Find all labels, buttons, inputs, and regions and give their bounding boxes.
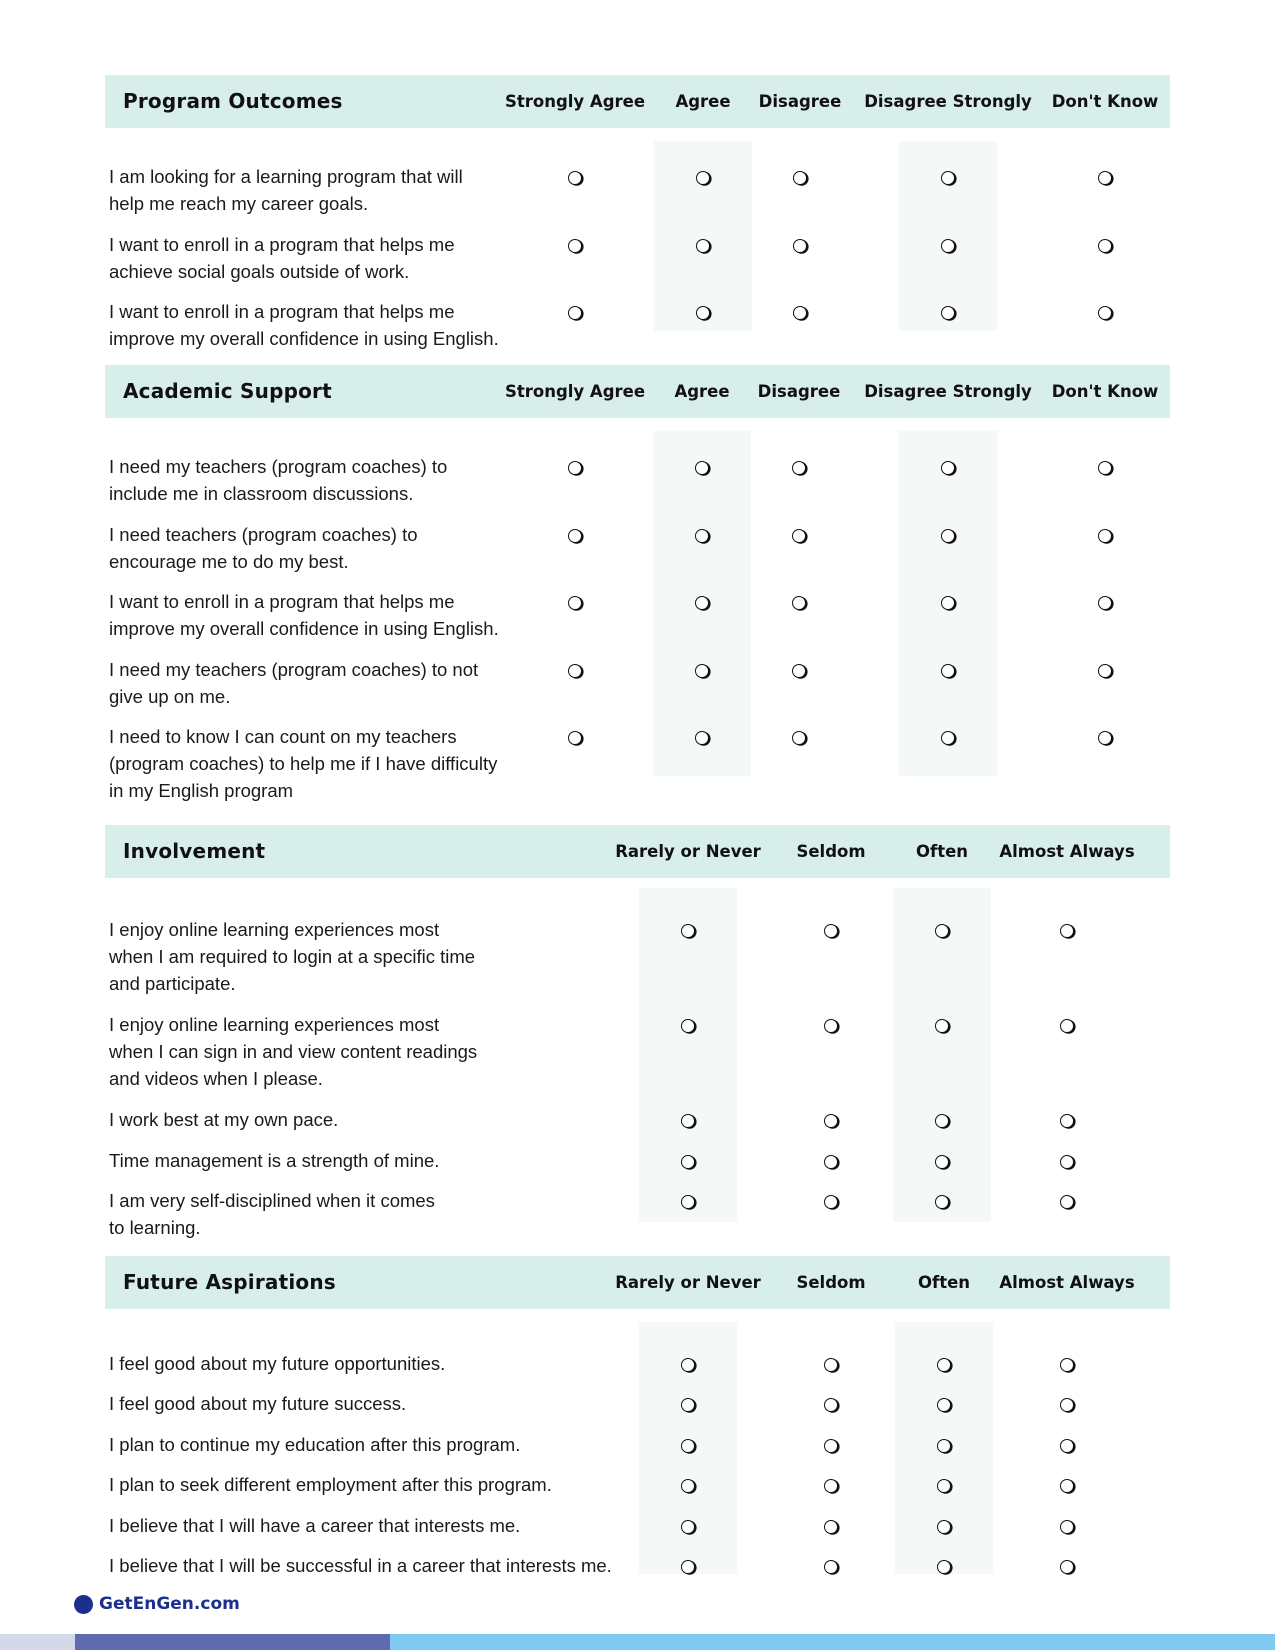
- radio-don-t-know[interactable]: [1098, 306, 1112, 320]
- radio-seldom[interactable]: [824, 1439, 838, 1453]
- radio-disagree-strongly[interactable]: [941, 306, 955, 320]
- section-header: [105, 825, 1170, 878]
- radio-strongly-agree[interactable]: [568, 596, 582, 610]
- question-text: [109, 1471, 552, 1498]
- column-header-disagree-strongly: Disagree Strongly: [864, 92, 1032, 111]
- radio-disagree[interactable]: [792, 664, 806, 678]
- radio-don-t-know[interactable]: [1098, 664, 1112, 678]
- column-header-rarely-or-never: Rarely or Never: [615, 1273, 761, 1292]
- radio-almost-always[interactable]: [1060, 1358, 1074, 1372]
- question-line: include me in classroom discussions.: [109, 483, 414, 504]
- column-band: [639, 888, 737, 1222]
- column-header-strongly-agree: Strongly Agree: [504, 382, 646, 401]
- question-line: I plan to seek different employment after this program.: [109, 1474, 552, 1495]
- radio-seldom[interactable]: [824, 924, 838, 938]
- question-line: I am very self-disciplined when it comes: [109, 1190, 435, 1211]
- radio-almost-always[interactable]: [1060, 1398, 1074, 1412]
- question-line: I want to enroll in a program that helps me: [109, 234, 455, 255]
- radio-rarely-or-never[interactable]: [681, 1479, 695, 1493]
- question-line: (program coaches) to help me if I have difficulty: [109, 753, 498, 774]
- question-text: [109, 1011, 477, 1092]
- question-line: Time management is a strength of mine.: [109, 1150, 440, 1171]
- section-title: Academic Support: [123, 379, 332, 403]
- question-text: [109, 453, 447, 507]
- radio-strongly-agree[interactable]: [568, 171, 582, 185]
- column-band: [893, 888, 991, 1222]
- column-header-don-t-know: Don't Know: [1051, 382, 1159, 401]
- column-band: [899, 141, 997, 331]
- question-line: I want to enroll in a program that helps me: [109, 591, 455, 612]
- question-text: [109, 1187, 435, 1241]
- radio-agree[interactable]: [695, 731, 709, 745]
- radio-rarely-or-never[interactable]: [681, 1560, 695, 1574]
- radio-agree[interactable]: [696, 239, 710, 253]
- question-text: [109, 1147, 439, 1174]
- section-header: [105, 365, 1170, 418]
- radio-strongly-agree[interactable]: [568, 664, 582, 678]
- radio-often[interactable]: [937, 1439, 951, 1453]
- question-line: I believe that I will be successful in a career that interests me.: [109, 1555, 612, 1576]
- radio-rarely-or-never[interactable]: [681, 924, 695, 938]
- radio-almost-always[interactable]: [1060, 1114, 1074, 1128]
- section-involvement: [105, 825, 1170, 1270]
- radio-often[interactable]: [935, 924, 949, 938]
- radio-disagree-strongly[interactable]: [941, 731, 955, 745]
- radio-often[interactable]: [935, 1019, 949, 1033]
- question-line: help me reach my career goals.: [109, 193, 369, 214]
- question-text: [109, 298, 499, 352]
- radio-disagree[interactable]: [793, 239, 807, 253]
- column-header-agree: Agree: [675, 92, 731, 111]
- radio-agree[interactable]: [695, 529, 709, 543]
- radio-almost-always[interactable]: [1060, 1479, 1074, 1493]
- radio-agree[interactable]: [695, 461, 709, 475]
- question-line: to learning.: [109, 1217, 201, 1238]
- column-header-almost-always: Almost Always: [999, 842, 1135, 861]
- radio-strongly-agree[interactable]: [568, 529, 582, 543]
- radio-almost-always[interactable]: [1060, 1520, 1074, 1534]
- radio-disagree-strongly[interactable]: [941, 171, 955, 185]
- radio-don-t-know[interactable]: [1098, 731, 1112, 745]
- radio-don-t-know[interactable]: [1098, 596, 1112, 610]
- question-text: [109, 1106, 338, 1133]
- question-line: I need teachers (program coaches) to: [109, 524, 418, 545]
- radio-rarely-or-never[interactable]: [681, 1439, 695, 1453]
- radio-almost-always[interactable]: [1060, 1195, 1074, 1209]
- radio-disagree[interactable]: [793, 306, 807, 320]
- column-header-disagree: Disagree: [757, 382, 841, 401]
- question-text: [109, 656, 478, 710]
- radio-strongly-agree[interactable]: [568, 461, 582, 475]
- radio-seldom[interactable]: [824, 1195, 838, 1209]
- radio-don-t-know[interactable]: [1098, 461, 1112, 475]
- question-text: [109, 588, 499, 642]
- footer-bar-right: [390, 1634, 1275, 1650]
- column-band: [654, 141, 752, 331]
- column-header-disagree-strongly: Disagree Strongly: [864, 382, 1032, 401]
- radio-rarely-or-never[interactable]: [681, 1155, 695, 1169]
- question-text: [109, 163, 463, 217]
- column-header-disagree: Disagree: [758, 92, 842, 111]
- question-text: [109, 723, 497, 804]
- radio-rarely-or-never[interactable]: [681, 1114, 695, 1128]
- radio-almost-always[interactable]: [1060, 1019, 1074, 1033]
- radio-often[interactable]: [937, 1358, 951, 1372]
- radio-don-t-know[interactable]: [1098, 529, 1112, 543]
- radio-often[interactable]: [935, 1195, 949, 1209]
- radio-rarely-or-never[interactable]: [681, 1358, 695, 1372]
- radio-disagree[interactable]: [793, 171, 807, 185]
- column-header-seldom: Seldom: [796, 842, 866, 861]
- radio-agree[interactable]: [695, 596, 709, 610]
- radio-seldom[interactable]: [824, 1155, 838, 1169]
- radio-disagree[interactable]: [792, 596, 806, 610]
- radio-often[interactable]: [935, 1114, 949, 1128]
- radio-seldom[interactable]: [824, 1358, 838, 1372]
- brand-link[interactable]: GetEnGen.com: [99, 1594, 240, 1614]
- footer-brand: [74, 1593, 240, 1615]
- radio-strongly-agree[interactable]: [568, 731, 582, 745]
- section-academic-support: [105, 365, 1170, 818]
- section-header: [105, 75, 1170, 128]
- radio-don-t-know[interactable]: [1098, 171, 1112, 185]
- question-line: when I can sign in and view content readings: [109, 1041, 478, 1062]
- question-text: [109, 1350, 445, 1377]
- radio-almost-always[interactable]: [1060, 924, 1074, 938]
- question-line: encourage me to do my best.: [109, 551, 349, 572]
- column-header-rarely-or-never: Rarely or Never: [615, 842, 761, 861]
- question-text: [109, 916, 475, 997]
- radio-agree[interactable]: [696, 171, 710, 185]
- section-header: [105, 1256, 1170, 1309]
- brand-dot-icon: [74, 1595, 93, 1614]
- question-line: improve my overall confidence in using English.: [109, 618, 499, 639]
- radio-disagree[interactable]: [792, 731, 806, 745]
- radio-seldom[interactable]: [824, 1019, 838, 1033]
- question-line: I want to enroll in a program that helps me: [109, 301, 455, 322]
- question-line: I need my teachers (program coaches) to not: [109, 659, 479, 680]
- question-line: I am looking for a learning program that will: [109, 166, 463, 187]
- question-text: [109, 1390, 406, 1417]
- section-future-aspirations: [105, 1256, 1170, 1622]
- section-title: Involvement: [123, 839, 266, 863]
- question-text: [109, 521, 418, 575]
- question-line: give up on me.: [109, 686, 231, 707]
- radio-often[interactable]: [937, 1520, 951, 1534]
- radio-strongly-agree[interactable]: [568, 306, 582, 320]
- question-text: [109, 1512, 520, 1539]
- radio-seldom[interactable]: [824, 1479, 838, 1493]
- radio-seldom[interactable]: [824, 1398, 838, 1412]
- radio-strongly-agree[interactable]: [568, 239, 582, 253]
- radio-rarely-or-never[interactable]: [681, 1398, 695, 1412]
- radio-disagree[interactable]: [792, 461, 806, 475]
- question-line: I believe that I will have a career that interests me.: [109, 1515, 521, 1536]
- question-text: [109, 1552, 612, 1579]
- radio-often[interactable]: [937, 1398, 951, 1412]
- question-line: in my English program: [109, 780, 294, 801]
- column-header-agree: Agree: [674, 382, 730, 401]
- radio-don-t-know[interactable]: [1098, 239, 1112, 253]
- radio-almost-always[interactable]: [1060, 1439, 1074, 1453]
- radio-seldom[interactable]: [824, 1520, 838, 1534]
- column-header-almost-always: Almost Always: [999, 1273, 1135, 1292]
- footer-bar-middle: [75, 1634, 390, 1650]
- footer-bar-left: [0, 1634, 75, 1650]
- radio-often[interactable]: [937, 1560, 951, 1574]
- column-header-often: Often: [917, 1273, 971, 1292]
- radio-agree[interactable]: [696, 306, 710, 320]
- radio-rarely-or-never[interactable]: [681, 1195, 695, 1209]
- question-line: improve my overall confidence in using English.: [109, 328, 499, 349]
- question-text: [109, 231, 455, 285]
- radio-seldom[interactable]: [824, 1114, 838, 1128]
- question-line: and participate.: [109, 973, 236, 994]
- question-line: I work best at my own pace.: [109, 1109, 339, 1130]
- question-line: I plan to continue my education after this program.: [109, 1434, 521, 1455]
- question-line: I need to know I can count on my teachers: [109, 726, 457, 747]
- radio-often[interactable]: [935, 1155, 949, 1169]
- radio-seldom[interactable]: [824, 1560, 838, 1574]
- section-title: Program Outcomes: [123, 89, 343, 113]
- column-header-often: Often: [915, 842, 969, 861]
- radio-disagree-strongly[interactable]: [941, 239, 955, 253]
- radio-rarely-or-never[interactable]: [681, 1019, 695, 1033]
- question-line: I need my teachers (program coaches) to: [109, 456, 448, 477]
- question-line: I enjoy online learning experiences most: [109, 919, 440, 940]
- question-line: I feel good about my future success.: [109, 1393, 407, 1414]
- radio-often[interactable]: [937, 1479, 951, 1493]
- radio-agree[interactable]: [695, 664, 709, 678]
- question-line: I feel good about my future opportunities.: [109, 1353, 446, 1374]
- question-line: I enjoy online learning experiences most: [109, 1014, 440, 1035]
- section-title: Future Aspirations: [123, 1270, 336, 1294]
- column-header-seldom: Seldom: [796, 1273, 866, 1292]
- radio-disagree-strongly[interactable]: [941, 664, 955, 678]
- radio-disagree[interactable]: [792, 529, 806, 543]
- radio-disagree-strongly[interactable]: [941, 529, 955, 543]
- radio-disagree-strongly[interactable]: [941, 596, 955, 610]
- column-header-don-t-know: Don't Know: [1051, 92, 1159, 111]
- radio-rarely-or-never[interactable]: [681, 1520, 695, 1534]
- question-text: [109, 1431, 520, 1458]
- section-program-outcomes: [105, 75, 1170, 373]
- radio-disagree-strongly[interactable]: [941, 461, 955, 475]
- question-line: achieve social goals outside of work.: [109, 261, 410, 282]
- radio-almost-always[interactable]: [1060, 1155, 1074, 1169]
- radio-almost-always[interactable]: [1060, 1560, 1074, 1574]
- question-line: when I am required to login at a specific time: [109, 946, 476, 967]
- question-line: and videos when I please.: [109, 1068, 323, 1089]
- column-header-strongly-agree: Strongly Agree: [504, 92, 646, 111]
